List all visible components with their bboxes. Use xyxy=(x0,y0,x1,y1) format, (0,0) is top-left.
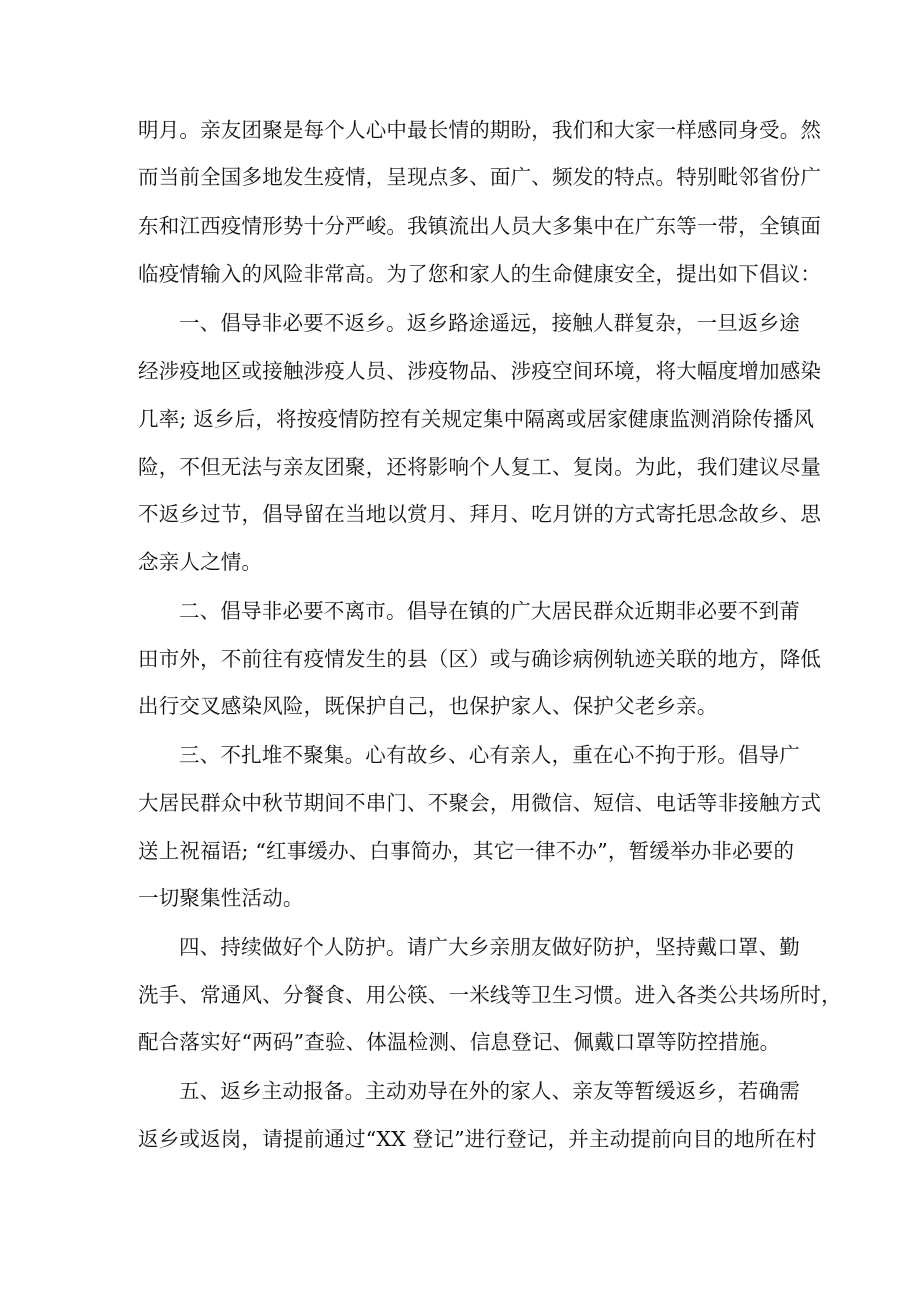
text-line: 送上祝福语; “红事缓办、白事简办，其它一律不办”，暂缓举办非必要的 xyxy=(138,839,795,863)
text-line: 配合落实好“两码”查验、体温检测、信息登记、佩戴口罩等防控措施。 xyxy=(138,1030,781,1054)
text-line: 而当前全国多地发生疫情，呈现点多、面广、频发的特点。特别毗邻省份广 xyxy=(138,165,822,189)
text-line: 明月。亲友团聚是每个人心中最长情的期盼，我们和大家一样感同身受。然 xyxy=(138,118,822,142)
text-line: 大居民群众中秋节期间不串门、不聚会，用微信、短信、电话等非接触方式 xyxy=(138,791,822,815)
text-line: 东和江西疫情形势十分严峻。我镇流出人员大多集中在广东等一带，全镇面 xyxy=(138,214,822,238)
paragraph-4-first-line: 四、持续做好个人防护。请广大乡亲朋友做好防护，坚持戴口罩、勤 xyxy=(179,935,800,959)
text-line: 返乡或返岗，请提前通过“XX 登记”进行登记，并主动提前向目的地所在村 xyxy=(138,1127,817,1151)
text-line: 念亲人之情。 xyxy=(138,550,263,574)
text-line: 经涉疫地区或接触涉疫人员、涉疫物品、涉疫空间环境，将大幅度增加感染 xyxy=(138,359,822,383)
text-line: 洗手、常通风、分餐食、用公筷、一米线等卫生习惯。进入各类公共场所时， xyxy=(138,983,842,1007)
text-line: 田市外，不前往有疫情发生的县（区）或与确诊病例轨迹关联的地方，降低 xyxy=(138,647,822,671)
text-line: 出行交叉感染风险，既保护自己，也保护家人、保护父老乡亲。 xyxy=(138,694,718,718)
paragraph-2-first-line: 二、倡导非必要不离市。倡导在镇的广大居民群众近期非必要不到莆 xyxy=(179,599,800,623)
text-line: 临疫情输入的风险非常高。为了您和家人的生命健康安全，提出如下倡议： xyxy=(138,262,822,286)
paragraph-5-first-line: 五、返乡主动报备。主动劝导在外的家人、亲友等暂缓返乡，若确需 xyxy=(179,1079,800,1103)
text-line: 一切聚集性活动。 xyxy=(138,886,304,910)
text-line: 险，不但无法与亲友团聚，还将影响个人复工、复岗。为此，我们建议尽量 xyxy=(138,455,822,479)
paragraph-3-first-line: 三、不扎堆不聚集。心有故乡、心有亲人，重在心不拘于形。倡导广 xyxy=(179,743,800,767)
paragraph-1-first-line: 一、倡导非必要不返乡。返乡路途遥远，接触人群复杂，一旦返乡途 xyxy=(179,311,800,335)
text-line: 不返乡过节，倡导留在当地以赏月、拜月、吃月饼的方式寄托思念故乡、思 xyxy=(138,502,822,526)
text-line: 几率; 返乡后，将按疫情防控有关规定集中隔离或居家健康监测消除传播风 xyxy=(138,407,815,431)
